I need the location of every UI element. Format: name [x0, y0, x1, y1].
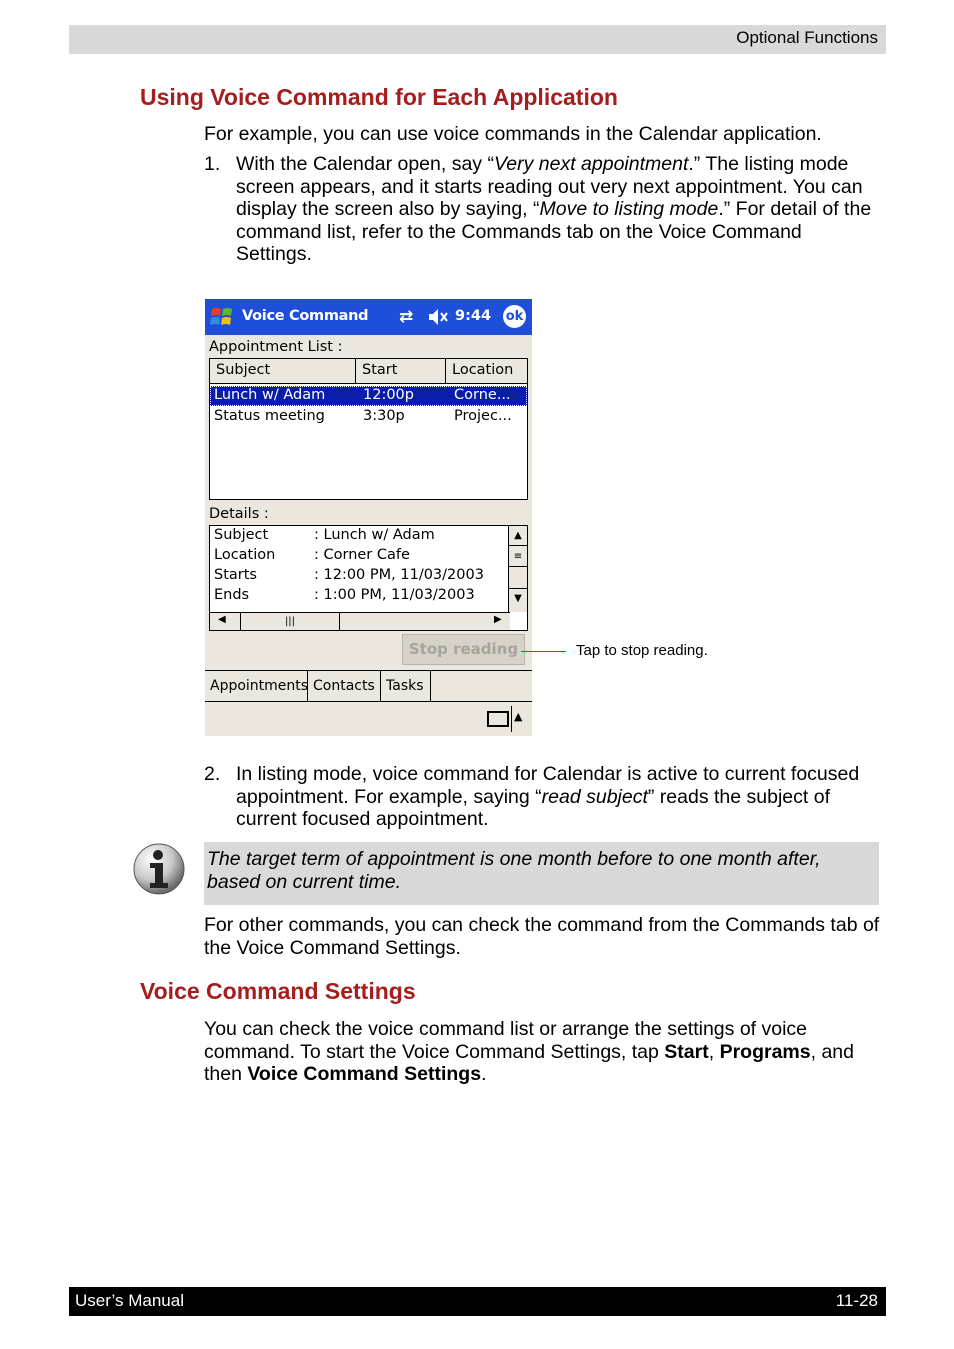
column-header-location[interactable]: Location — [446, 359, 527, 384]
info-icon — [133, 843, 186, 896]
details-panel[interactable] — [209, 525, 528, 631]
step-2-text: In listing mode, voice command for Calendar is active to current focused appointment. For example, saying “read subject” reads the subject of current focused appointment. — [236, 763, 860, 831]
windows-start-icon[interactable] — [208, 304, 236, 330]
intro-paragraph: For example, you can use voice commands in the Calendar application. — [204, 123, 822, 145]
sync-arrows-icon[interactable]: ⇄ — [399, 307, 414, 327]
tab-appointments[interactable]: Appointments — [205, 671, 308, 702]
appointment-list[interactable] — [209, 358, 528, 500]
detail-key: Starts — [214, 567, 257, 583]
row-start: 12:00p — [363, 387, 414, 403]
command-bar-divider — [511, 706, 512, 732]
scroll-right-icon[interactable]: ▶ — [494, 614, 502, 625]
column-header-subject[interactable]: Subject — [210, 359, 356, 384]
scroll-thumb-icon[interactable]: ≡ — [509, 547, 527, 567]
step-1-text: With the Calendar open, say “Very next appointment.” The listing mode screen appears, and it starts reading out very next appointment. You can display the screen also by saying, “Move to listing mode.” For detail of the command list, refer to the Commands tab on the Voice Command Settings. — [236, 153, 872, 266]
column-header-start[interactable]: Start — [356, 359, 446, 384]
detail-key: Ends — [214, 587, 250, 603]
running-footer — [69, 1287, 886, 1316]
row-start: 3:30p — [363, 408, 405, 424]
ok-button[interactable]: ok — [503, 305, 526, 328]
tab-strip — [205, 670, 532, 701]
row-location: Projec... — [454, 408, 512, 424]
footer-manual-title: User’s Manual — [75, 1291, 184, 1310]
list-row[interactable] — [210, 407, 527, 427]
running-header — [69, 25, 886, 54]
detail-value: : Lunch w/ Adam — [314, 527, 435, 543]
note-text: The target term of appointment is one month before to one month after, based on current time. — [207, 848, 821, 893]
horizontal-scrollbar[interactable] — [210, 612, 510, 630]
details-label: Details : — [209, 506, 269, 522]
callout-stop-reading: Tap to stop reading. — [576, 642, 708, 659]
appointment-list-label: Appointment List : — [209, 339, 343, 355]
detail-value: : 12:00 PM, 11/03/2003 — [314, 567, 484, 583]
detail-key: Location — [214, 547, 276, 563]
scroll-left-icon[interactable]: ◀ — [218, 614, 226, 625]
after-note-paragraph: For other commands, you can check the command from the Commands tab of the Voice Command Settings. — [204, 914, 880, 959]
pda-title-bar — [205, 299, 532, 335]
scroll-up-icon[interactable]: ▲ — [509, 526, 527, 546]
step-number-2: 2. — [204, 763, 221, 785]
section-heading-voice-per-app: Using Voice Command for Each Application — [140, 84, 618, 110]
vertical-scrollbar[interactable] — [508, 526, 527, 612]
row-subject: Lunch w/ Adam — [214, 387, 326, 403]
detail-value: : 1:00 PM, 11/03/2003 — [314, 587, 475, 603]
detail-key: Subject — [214, 527, 269, 543]
row-subject: Status meeting — [214, 408, 325, 424]
speaker-muted-icon[interactable] — [428, 308, 448, 326]
callout-leader-line — [521, 651, 566, 652]
command-bar — [205, 701, 532, 736]
row-location: Corne... — [454, 387, 511, 403]
keyboard-icon[interactable] — [487, 711, 509, 727]
pda-clock: 9:44 — [455, 308, 492, 324]
list-row[interactable] — [210, 386, 527, 406]
scroll-down-icon[interactable]: ▼ — [509, 588, 527, 608]
pda-app-title: Voice Command — [242, 308, 369, 324]
header-section-title: Optional Functions — [736, 28, 878, 47]
note-box — [204, 842, 879, 905]
detail-value: : Corner Cafe — [314, 547, 410, 563]
stop-reading-button[interactable]: Stop reading — [402, 634, 525, 665]
section-heading-voice-settings: Voice Command Settings — [140, 978, 416, 1004]
voice-command-screenshot — [205, 299, 532, 736]
input-menu-arrow-icon[interactable]: ▲ — [514, 710, 523, 723]
page-number: 11-28 — [835, 1291, 878, 1310]
step-number-1: 1. — [204, 153, 221, 175]
tab-contacts[interactable]: Contacts — [308, 671, 381, 702]
tab-tasks[interactable]: Tasks — [381, 671, 431, 702]
settings-paragraph: You can check the voice command list or arrange the settings of voice command. To start the Voice Command Settings, tap Start, Programs, and then Voice Command Settings. — [204, 1018, 854, 1086]
horizontal-scroll-thumb[interactable]: ||| — [240, 613, 340, 630]
